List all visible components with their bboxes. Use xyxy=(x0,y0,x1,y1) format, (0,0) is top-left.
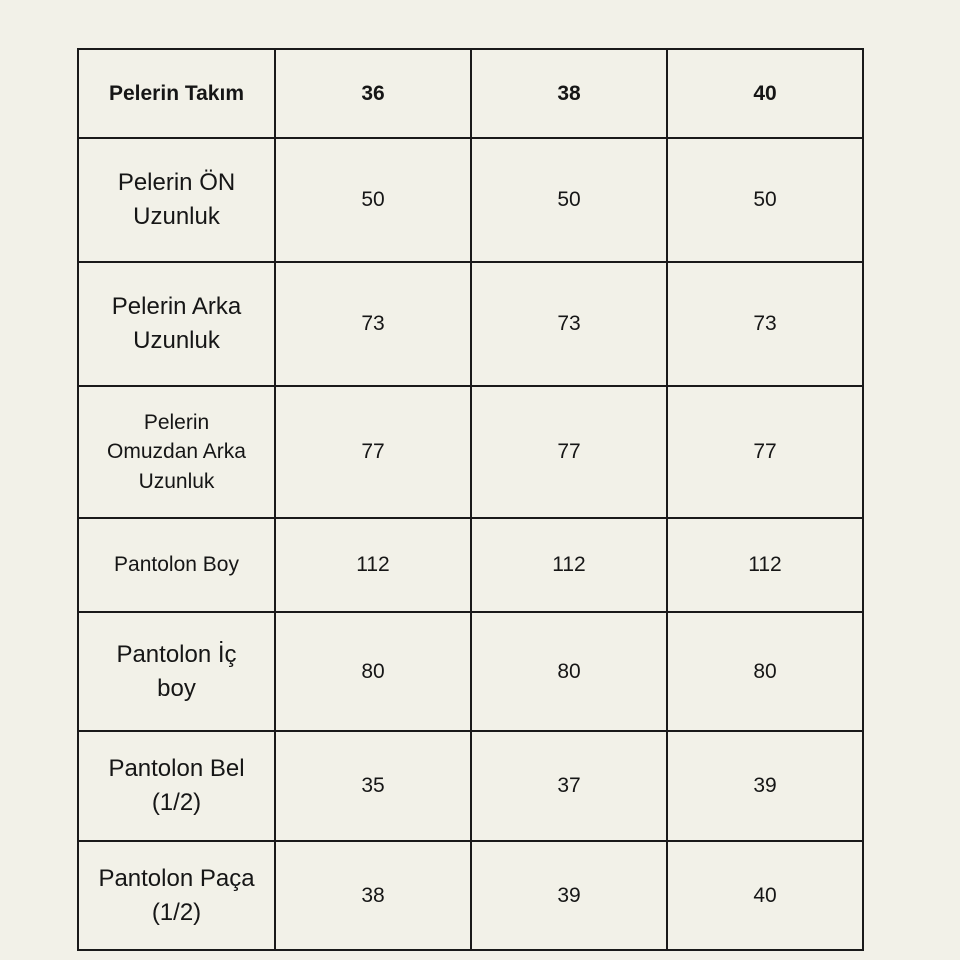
row-label-line: Uzunluk xyxy=(133,327,220,354)
value-cell-40: 50 xyxy=(667,138,863,262)
table-row xyxy=(78,262,863,386)
value-cell-40: 39 xyxy=(667,731,863,841)
value-cell-38: 50 xyxy=(471,138,667,262)
row-label-line: (1/2) xyxy=(151,789,202,816)
table-row xyxy=(78,731,863,841)
row-label-line: Pantolon İç xyxy=(116,640,237,668)
row-label-line: boy xyxy=(157,674,196,702)
row-label-line: Pelerin xyxy=(143,410,210,434)
row-label xyxy=(78,262,275,386)
value-cell-40: 73 xyxy=(667,262,863,386)
table-row xyxy=(78,138,863,262)
row-label-line: Pelerin Arka xyxy=(111,293,242,321)
value-cell-40: 112 xyxy=(667,518,863,612)
row-label-line: Uzunluk xyxy=(138,469,215,493)
row-label-line: Uzunluk xyxy=(133,203,220,230)
table-row xyxy=(78,386,863,518)
value-cell-40: 77 xyxy=(667,386,863,518)
row-label-line: Pelerin ÖN xyxy=(117,169,236,197)
value-cell-38: 80 xyxy=(471,612,667,731)
header-cell-size-38: 38 xyxy=(471,49,667,138)
value-cell-36: 77 xyxy=(275,386,471,518)
row-label xyxy=(78,386,275,518)
row-label-line: Omuzdan Arka xyxy=(107,440,246,464)
row-label xyxy=(78,612,275,731)
header-cell-size-40: 40 xyxy=(667,49,863,138)
header-cell-product: Pelerin Takım xyxy=(78,49,275,138)
value-cell-40: 80 xyxy=(667,612,863,731)
header-cell-size-36: 36 xyxy=(275,49,471,138)
row-label-line: (1/2) xyxy=(151,898,202,926)
value-cell-38: 112 xyxy=(471,518,667,612)
row-label xyxy=(78,138,275,262)
table-header-row xyxy=(78,49,863,138)
row-label xyxy=(78,841,275,950)
value-cell-38: 73 xyxy=(471,262,667,386)
value-cell-36: 112 xyxy=(275,518,471,612)
row-label xyxy=(78,518,275,612)
row-label xyxy=(78,731,275,841)
row-label-line: Pantolon Bel xyxy=(108,755,245,783)
value-cell-38: 77 xyxy=(471,386,667,518)
value-cell-38: 37 xyxy=(471,731,667,841)
table-row xyxy=(78,518,863,612)
value-cell-36: 35 xyxy=(275,731,471,841)
value-cell-36: 50 xyxy=(275,138,471,262)
value-cell-38: 39 xyxy=(471,841,667,950)
value-cell-36: 73 xyxy=(275,262,471,386)
value-cell-36: 80 xyxy=(275,612,471,731)
value-cell-36: 38 xyxy=(275,841,471,950)
value-cell-40: 40 xyxy=(667,841,863,950)
table-row xyxy=(78,612,863,731)
table-row xyxy=(78,841,863,950)
row-label-line: Pantolon Boy xyxy=(114,553,239,577)
size-chart-table xyxy=(77,48,864,951)
row-label-line: Pantolon Paça xyxy=(98,864,255,892)
